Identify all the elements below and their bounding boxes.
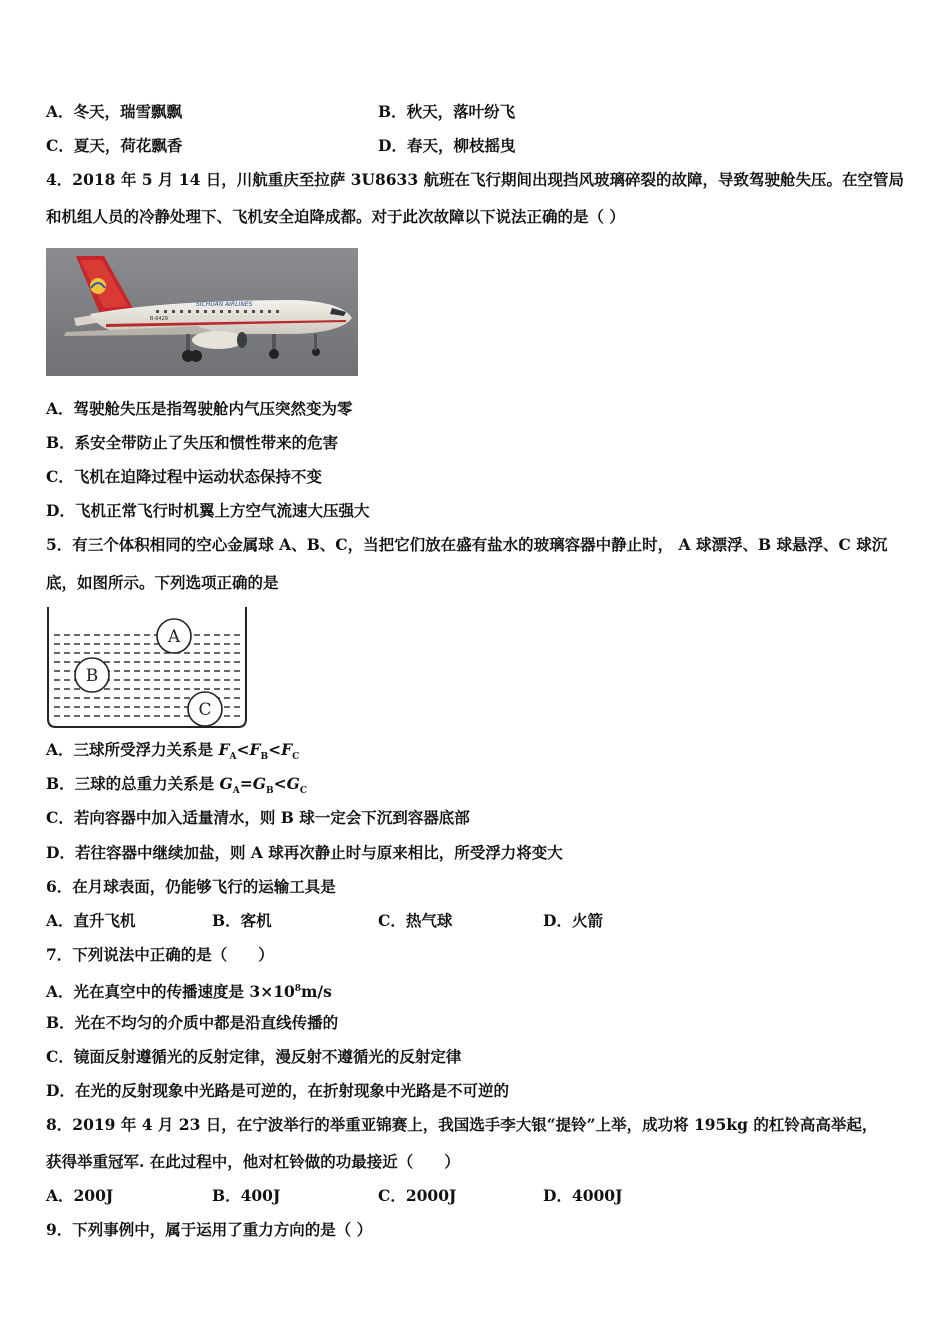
q7-stem: 7．下列说法中正确的是（ ） (46, 945, 274, 964)
q7-option-c: C．镜面反射遵循光的反射定律，漫反射不遵循光的反射定律 (46, 1047, 462, 1066)
q5-option-c: C．若向容器中加入适量清水，则 B 球一定会下沉到容器底部 (46, 808, 470, 827)
q5-option-a: A．三球所受浮力关系是 $F_A<F_B<F_C$ (46, 740, 300, 763)
q5-option-d: D．若往容器中继续加盐，则 A 球再次静止时与原来相比，所受浮力将变大 (46, 843, 563, 862)
q4-stem-line2: 和机组人员的冷静处理下、飞机安全迫降成都。对于此次故障以下说法正确的是（ ） (46, 207, 625, 226)
container-diagram (46, 605, 250, 731)
ball-a-label: A (167, 627, 181, 647)
q6-option-b: B．客机 (212, 911, 272, 930)
q6-option-c: C．热气球 (378, 911, 453, 930)
q5-stem-line1: 5．有三个体积相同的空心金属球 A、B、C，当把它们放在盛有盐水的玻璃容器中静止时， A 球漂浮、B 球悬浮、C 球沉 (46, 535, 888, 554)
q6-option-a: A．直升飞机 (46, 911, 136, 930)
q4-option-d: D．飞机正常飞行时机翼上方空气流速大压强大 (46, 501, 370, 520)
q7-option-b: B．光在不均匀的介质中都是沿直线传播的 (46, 1013, 339, 1032)
q4-stem-line1: 4．2018 年 5 月 14 日，川航重庆至拉萨 3U8633 航班在飞行期间出现挡风玻璃碎裂的故障，导致驾驶舱失压。在空管局 (46, 170, 904, 189)
plane-registration: B-6429 (150, 316, 168, 322)
q6-stem: 6．在月球表面，仍能够飞行的运输工具是 (46, 877, 336, 896)
q9-stem: 9．下列事例中，属于运用了重力方向的是（ ） (46, 1220, 373, 1239)
q4-option-b: B．系安全带防止了失压和惯性带来的危害 (46, 433, 339, 452)
q8-stem-line2: 获得举重冠军. 在此过程中，他对杠铃做的功最接近（ ） (46, 1152, 460, 1171)
q6-option-d: D．火箭 (543, 911, 603, 930)
q4-option-a: A．驾驶舱失压是指驾驶舱内气压突然变为零 (46, 399, 353, 418)
q7-option-d: D．在光的反射现象中光路是可逆的，在折射现象中光路是不可逆的 (46, 1081, 509, 1100)
q7-option-a: A．光在真空中的传播速度是 $3\times 10^8m/s$ (46, 982, 332, 1002)
q4-option-c: C．飞机在迫降过程中运动状态保持不变 (46, 467, 322, 486)
q8-option-d: D．4000J (543, 1186, 623, 1205)
ball-c-label: C (198, 700, 212, 720)
q3-option-c: C．夏天，荷花飘香 (46, 136, 183, 155)
q8-stem-line1: 8．2019 年 4 月 23 日，在宁波举行的举重亚锦赛上，我国选手李大银“提铃”上举，成功将 195kg 的杠铃高高举起， (46, 1115, 878, 1134)
q3-option-a: A．冬天，瑞雪飘飘 (46, 102, 183, 121)
q8-option-a: A．200J (46, 1186, 114, 1205)
q8-option-c: C．2000J (378, 1186, 457, 1205)
q3-option-d: D．春天，柳枝摇曳 (378, 136, 516, 155)
airplane-photo (46, 248, 358, 376)
q5-stem-line2: 底，如图所示。下列选项正确的是 (46, 573, 279, 592)
plane-livery-text: SICHUAN AIRLINES (196, 301, 253, 308)
q8-option-b: B．400J (212, 1186, 281, 1205)
q3-option-b: B．秋天，落叶纷飞 (378, 102, 516, 121)
q5-option-b: B．三球的总重力关系是 $G_A=G_B<G_C$ (46, 774, 308, 797)
ball-b-label: B (85, 666, 99, 686)
